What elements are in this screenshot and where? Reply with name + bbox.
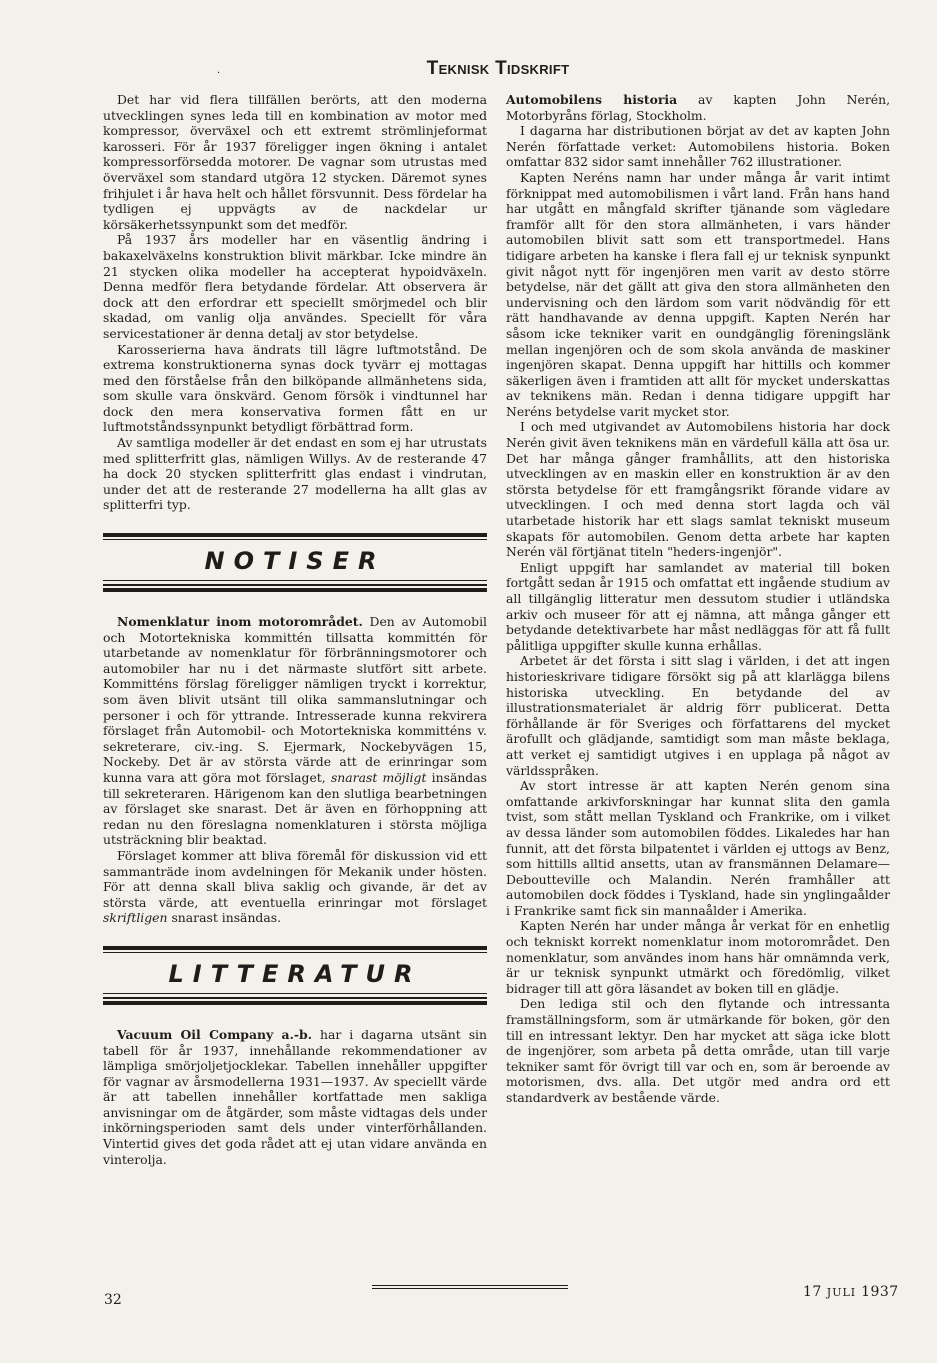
- review-paragraph: Arbetet är det första i sitt slag i världen, i det att ingen historieskrivare tidigare försökt sig på att klarlägga bilens historiska utveckling. En betydande del av illustrationsmaterialet är aldrig förr publicerat. Detta förhållande är för Sveriges och författarens del mycket ärofullt och glädjande, samtidigt som man måste beklaga, att verket ej samtidigt utgives i en upplaga på något av världsspråken.: [506, 653, 890, 778]
- heading-rule: [103, 588, 487, 592]
- emphasis: skriftligen: [103, 910, 168, 926]
- section-heading-litteratur: LITTERATUR: [168, 959, 422, 988]
- review-paragraph: Kapten Neréns namn har under många år varit intimt förknippat med automobilismen i vårt land. Från hans hand har utgått en mångfald skrifter tjänande som vägledare framför allt för den stora allmänheten, i vars händer automobilen blivit satt som ett transportmedel. Hans tidigare arbeten ha kanske i flera fall ej ur teknisk synpunkt givit något nytt för ingenjören men varit av desto större betydelse, när det gällt att giva den stora allmänheten den undervisning och den lärdom som varit nödvändig för ett rätt handhavande av denna uppgift. Kapten Nerén har såsom icke tekniker varit en oundgänglig föreningslänk mellan ingenjören och de som skola använda de maskiner ingenjören skapat. Denna uppgift har hittills och kommer säkerligen även i framtiden att allt för mycket underskattas av teknikens män. Redan i denna tidigare uppgift har Neréns betydelse varit mycket stor.: [506, 169, 890, 419]
- notice-paragraph: Nomenklatur inom motorområdet. Den av Automobil och Motortekniska kommittén tillsatta kommittén för utarbetande av nomenklatur för förbränningsmotorer och automobiler har nu i det närmaste slutfört sitt arbete. Kommitténs förslag föreligger nämligen tryckt i korrektur, som även blivit utsänt till olika sammanslutningar och personer i och för yttrande. Intresserade kunna rekvirera förslaget från Automobil- och Motortekniska kommitténs v. sekreterare, civ.-ing. S. Ejermark, Nockebyvägen 15, Nockeby. Det är av största värde att de erinringar som kunna vara att göra mot förslaget, snarast möjligt insändas till sekreteraren. Härigenom kan den slutliga bearbetningen av förslaget ske snarast. Det är även en förhoppning att redan nu den föreslagna nomenklaturen i största möjliga utsträckning blir beaktad.: [103, 614, 487, 848]
- page-number: 32: [104, 1292, 122, 1308]
- issue-date: 17 JULI 1937: [803, 1284, 899, 1300]
- intro-paragraph: På 1937 års modeller har en väsentlig ändring i bakaxelväxelns konstruktion blivit märkbar. Icke mindre än 21 stycken olika modeller ha accepterat hypoidväxeln. Denna medför flera betydande fördelar. Att observera är dock att den erfordrar ett speciellt smörjmedel och blir skadad, om vanlig olja användes. Speciellt för våra servicestationer är denna detalj av stor betydelse.: [103, 232, 487, 341]
- notice-lead: Nomenklatur inom motorområdet.: [117, 614, 363, 630]
- intro-paragraph: Karosserierna hava ändrats till lägre luftmotstånd. De extrema konstruktionerna synas dock tyvärr ej mottagas med den förståelse från den bilköpande allmänhetens sida, som skulle vara önskvärd. Genom försök i vindtunnel har dock den mera konservativa formen fått en ur luftmotståndssynpunkt betydligt förbättrad form.: [103, 341, 487, 435]
- right-column: [506, 92, 890, 1106]
- literature-paragraph: Vacuum Oil Company a.-b. har i dagarna utsänt sin tabell för år 1937, innehållande rekommendationer av lämpliga smörjoljetjocklekar. Tabellen innehåller uppgifter för vagnar av årsmodellerna 1931—1937. Av speciellt värde är att tabellen innehåller kortfattade men sakliga anvisningar om de åtgärder, som måste vidtagas dels under inkörningsperioden samt dels under vinterförhållanden. Vintertid gives det goda rådet att ej utan vidare använda en vinterolja.: [103, 1026, 487, 1167]
- review-paragraph: I dagarna har distributionen börjat av det av kapten John Nerén författade verket: Automobilens historia. Boken omfattar 832 sidor samt innehåller 762 illustrationer.: [506, 123, 890, 170]
- review-paragraph: Enligt uppgift har samlandet av material till boken fortgått sedan år 1915 och omfattat ett ingående studium av all tillgänglig litteratur men dessutom studier i utländska arkiv och museer för att ej nämna, att många gånger ett betydande detektivarbete har måst nedläggas för att få fullt pålitliga uppgifter skulle kunna erhållas.: [506, 559, 890, 653]
- notice-paragraph: Förslaget kommer att bliva föremål för diskussion vid ett sammanträde inom avdelningen för Mekanik under hösten. För att denna skall bliva saklig och givande, är det av största värde, att eventuella erinringar mot förslaget skriftligen snarast insändas.: [103, 847, 487, 926]
- review-lead: Automobilens historia: [506, 92, 678, 107]
- heading-rule: [103, 952, 487, 953]
- heading-rule: [103, 1001, 487, 1005]
- review-paragraph: Av stort intresse är att kapten Nerén genom sina omfattande arkivforskningar har kunnat slita den gamla tvist, som stått mellan Tyskland och Frankrike, om i vilket av dessa länder som automobilen föddes. Likaledes har han funnit, att det första bilpatentet i världen ej uttogs av Benz, som hittills alltid ansetts, utan av fransmännen Delamare—Deboutteville och Malandin. Nerén framhåller att automobilen dock föddes i Tyskland, hade sin ynglingaålder i Frankrike samt fick sin mannaålder i Amerika.: [506, 778, 890, 918]
- intro-paragraph: Av samtliga modeller är det endast en som ej har utrustats med splitterfritt glas, nämligen Willys. Av de resterande 47 ha dock 20 stycken splitterfritt glas endast i vindrutan, under det att de resterande 27 modellerna ha allt glas av splitterfri typ.: [103, 435, 488, 513]
- review-paragraph: Den lediga stil och den flytande och intressanta framställningsform, som är utmärkande för boken, gör den till en intressant lektyr. Den har mycket att säga icke blott de ingenjörer, som arbeta på detta område, utan till varje tekniker samt för övrigt till var och en, som är beroende av motorismen, dvs. alla. Det utgör med andra ord ett standardverk av bestående värde.: [506, 996, 890, 1105]
- left-column: [103, 92, 487, 1167]
- footer-rule: [372, 1285, 568, 1289]
- heading-rule: [103, 580, 487, 586]
- litteratur-heading-block: [103, 946, 487, 1005]
- heading-rule: [103, 993, 487, 999]
- section-heading-notiser: NOTISER: [204, 547, 386, 576]
- emphasis: snarast möjligt: [330, 769, 427, 785]
- review-paragraph: Kapten Nerén har under många år verkat för en enhetlig och tekniskt korrekt nomenklatur inom motorområdet. Den nomenklatur, som användes inom hans här omnämnda verk, är ur teknisk synpunkt utmärkt och föredömlig, vilket bidrager till att göra läsandet av boken till en glädje.: [506, 918, 890, 996]
- intro-paragraph: Det har vid flera tillfällen berörts, att den moderna utvecklingen synes leda till en kombination av motor med kompressor, överväxel och ett extremt strömlinjeformat karosseri. För år 1937 föreligger ingen ökning i antalet kompressorförsedda motorer. De vagnar som utrustas med överväxel som standard utgöra 12 stycken. Däremot synes frihjulet i år hava helt och hållet försvunnit. Dess fördelar ha tydligen ej uppvägts av de nackdelar ur körsäkerhetssynpunkt som det medför.: [103, 92, 487, 232]
- heading-rule: [103, 539, 487, 540]
- print-dot: ·: [217, 68, 221, 79]
- review-paragraph: Automobilens historia av kapten John Nerén, Motorbyråns förlag, Stockholm.: [506, 92, 891, 123]
- heading-rule: [103, 533, 487, 537]
- review-paragraph: I och med utgivandet av Automobilens historia har dock Nerén givit även teknikens män en värdefull källa att ösa ur. Det har många gånger framhållits, att den historiska utvecklingen av en maskin eller en konstruktion är av den största betydelse för ett framgångsrikt förande vidare av utvecklingen. I och med denna stort lagda och väl utarbetade historik har ett slags samlat tekniskt museum skapats för automobilen. Genom detta arbete har kapten Nerén väl förtjänat titeln "heders-ingenjör".: [506, 419, 890, 560]
- journal-title: Teknisk Tidskrift: [426, 58, 570, 79]
- notiser-heading-block: [103, 533, 487, 592]
- heading-rule: [103, 946, 487, 950]
- literature-lead: Vacuum Oil Company a.-b.: [117, 1026, 313, 1042]
